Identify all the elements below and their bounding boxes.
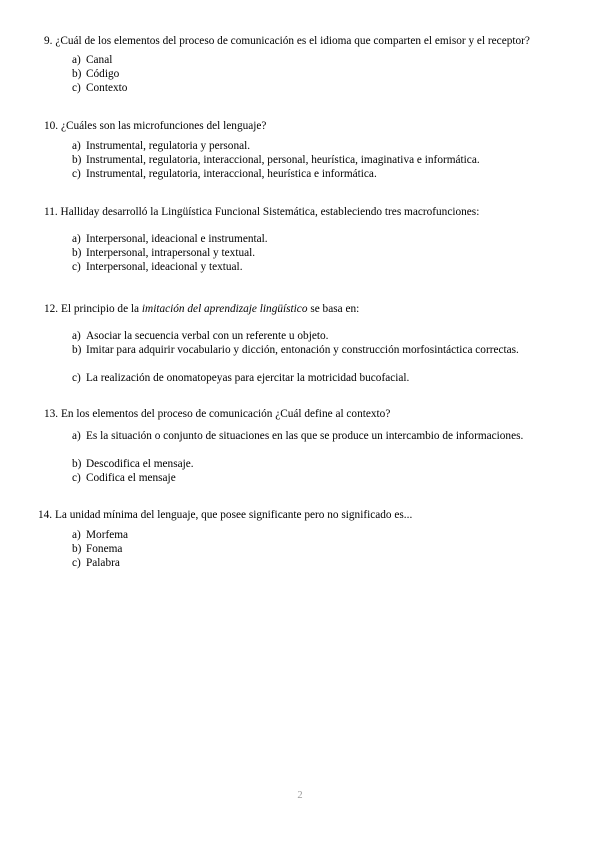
option-letter: b) (72, 543, 82, 555)
option-text: La realización de onomatopeyas para ejercitar la motricidad bucofacial. (86, 372, 410, 384)
option-letter: c) (72, 557, 81, 569)
option-letter: a) (72, 233, 81, 245)
question-text: En los elementos del proceso de comunicación ¿Cuál define al contexto? (60, 408, 391, 420)
question-text: ¿Cuáles son las microfunciones del lenguaje? (60, 120, 267, 132)
page-number: 2 (297, 790, 303, 801)
option-letter: a) (72, 529, 81, 541)
option-text: Código (86, 68, 120, 80)
option-text: Palabra (86, 557, 120, 569)
question-number: 11. (44, 206, 58, 218)
option-letter: c) (72, 82, 81, 94)
option-text: Codifica el mensaje (86, 472, 176, 484)
option-text: Interpersonal, ideacional y textual. (86, 261, 243, 273)
option-text: Instrumental, regulatoria, interaccional, heurística e informática. (86, 168, 377, 180)
option-text: Canal (86, 54, 113, 66)
option-letter: b) (72, 68, 82, 80)
question-text: La unidad mínima del lenguaje, que posee significante pero no significado es... (54, 509, 413, 521)
option-text: Interpersonal, intrapersonal y textual. (86, 247, 256, 259)
option-letter: a) (72, 430, 81, 442)
question-number: 10. (44, 120, 59, 132)
option-letter: a) (72, 330, 81, 342)
option-letter: b) (72, 458, 82, 470)
option-text: Imitar para adquirir vocabulario y dicción, entonación y construcción morfosintáctica correctas. (86, 344, 519, 356)
option-text: Morfema (86, 529, 129, 541)
option-letter: b) (72, 247, 82, 259)
question-number: 14. (38, 509, 53, 521)
question-number: 12. (44, 303, 59, 315)
question-stem (44, 35, 530, 49)
question-number: 9. (44, 35, 53, 47)
question-text: Halliday desarrolló la Lingüística Funcional Sistemática, estableciendo tres macrofunciones: (60, 206, 480, 218)
option-text: Instrumental, regulatoria, interaccional, personal, heurística, imaginativa e informática. (86, 154, 480, 166)
option-text: Descodifica el mensaje. (86, 458, 194, 470)
option-letter: b) (72, 344, 82, 356)
question-text-before: El principio de la (60, 303, 140, 315)
question-number: 13. (44, 408, 59, 420)
question-text: ¿Cuál de los elementos del proceso de comunicación es el idioma que comparten el emisor y el receptor? (55, 35, 530, 47)
option-letter: c) (72, 261, 81, 273)
option-text: Es la situación o conjunto de situaciones en las que se produce un intercambio de informaciones. (86, 430, 524, 442)
option-letter: a) (72, 54, 81, 66)
option-text: Asociar la secuencia verbal con un referente u objeto. (86, 330, 329, 342)
option-letter: c) (72, 372, 81, 384)
option-text: Contexto (86, 82, 128, 94)
option-letter: a) (72, 140, 81, 152)
option-text: Interpersonal, ideacional e instrumental. (86, 233, 268, 245)
option-text: Instrumental, regulatoria y personal. (86, 140, 251, 152)
option-letter: c) (72, 472, 81, 484)
option-letter: c) (72, 168, 81, 180)
question-stem (38, 509, 412, 523)
question-stem (44, 303, 359, 317)
question-stem (44, 206, 479, 220)
question-text-after: se basa en: (310, 303, 360, 315)
question-stem (44, 120, 266, 134)
question-text-emphasis: imitación del aprendizaje lingüístico (141, 303, 308, 315)
question-stem (44, 408, 390, 422)
option-text: Fonema (86, 543, 123, 555)
option-letter: b) (72, 154, 82, 166)
